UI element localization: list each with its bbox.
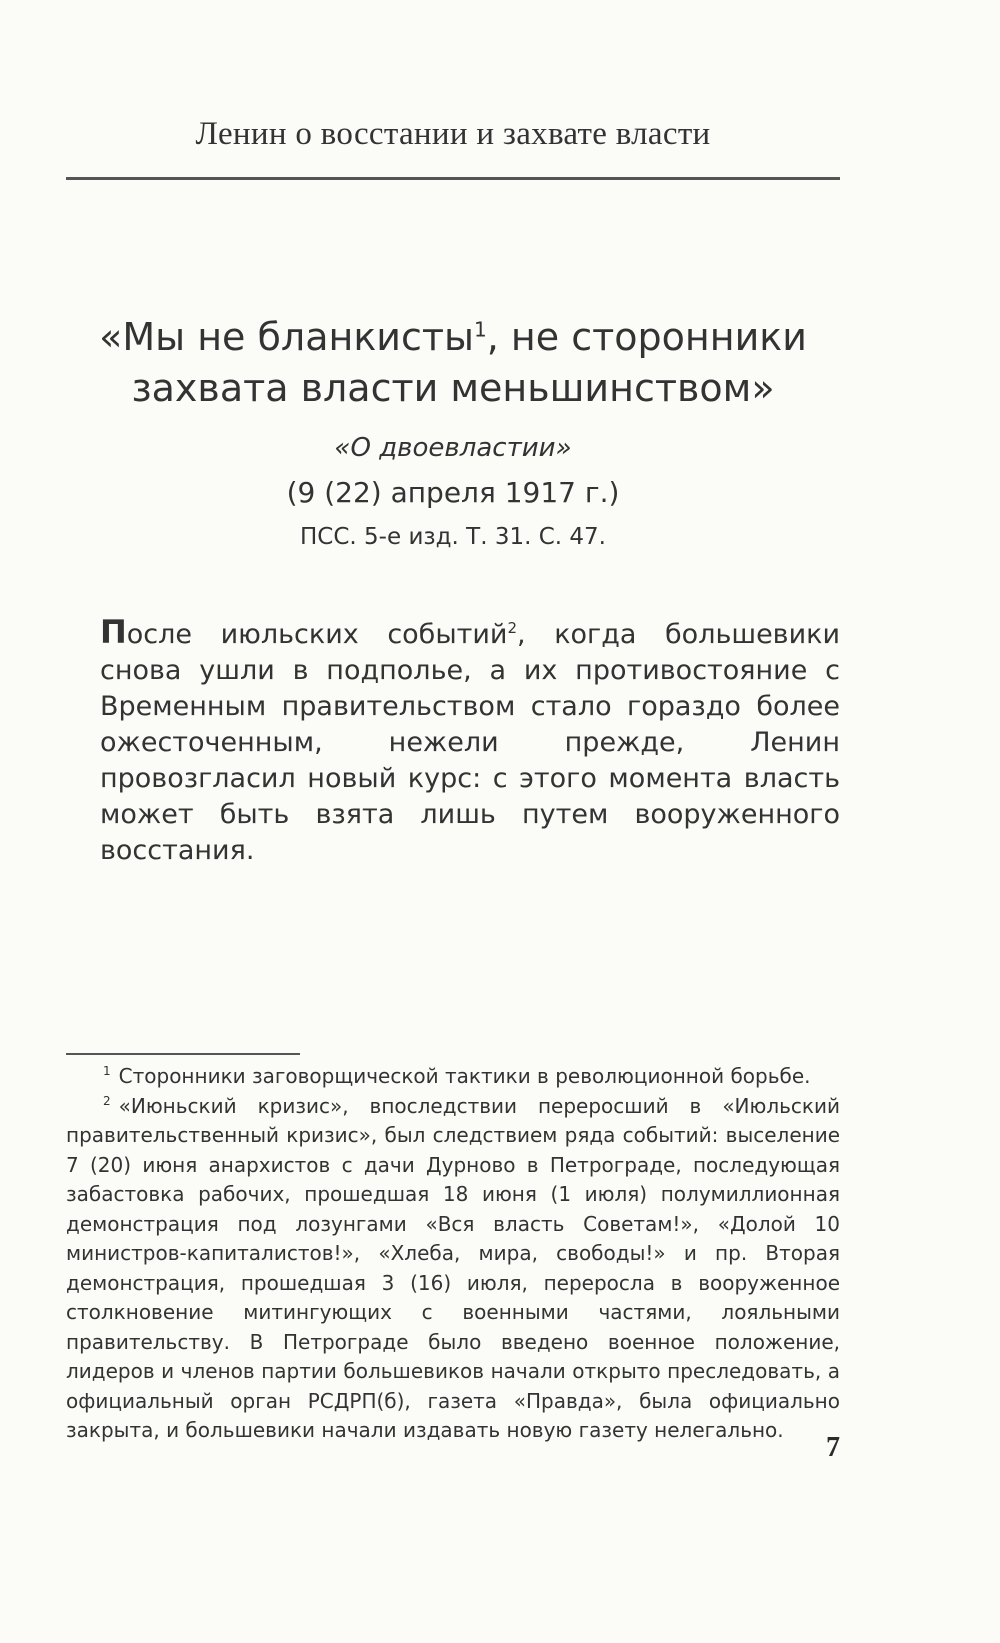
- chapter-title: [66, 312, 840, 414]
- body-text-1: осле июльских событий: [126, 619, 508, 650]
- footnotes: [66, 1062, 840, 1446]
- source-work: «О двоевластии»: [334, 433, 572, 463]
- running-head: Ленин о восстании и захвате власти: [195, 116, 711, 152]
- source-citation: [66, 426, 840, 558]
- body-footnote-mark[interactable]: 2: [507, 619, 518, 637]
- body-text-2: , когда большевики снова ушли в подполье, а их противостояние с Временным правительством стало гораздо более ожесточенным, нежели прежде, Ленин провозгласил новый курс: с этого момента власть может быть взята лишь путем вооруженного восстания.: [100, 619, 840, 866]
- header-divider: [66, 177, 840, 180]
- footnote-text: Сторонники заговорщической тактики в революционной борьбе.: [118, 1064, 811, 1088]
- source-date: (9 (22) апреля 1917 г.): [286, 476, 620, 509]
- footnote-item: [66, 1062, 840, 1092]
- dropcap: П: [100, 613, 127, 651]
- body-paragraph: [100, 614, 840, 869]
- footnote-item: [66, 1092, 840, 1446]
- title-part-1: «Мы не бланкисты: [99, 315, 475, 359]
- title-footnote-mark[interactable]: 1: [474, 317, 487, 342]
- footnote-number: 1: [103, 1064, 111, 1079]
- title-part-2: , не сторонники захвата власти меньшинством»: [131, 315, 807, 410]
- source-reference: ПСС. 5-е изд. Т. 31. С. 47.: [300, 524, 606, 550]
- footnote-text: «Июньский кризис», впоследствии переросший в «Июльский правительственный кризис», был следствием ряда событий: выселение 7 (20) июня анархистов с дачи Дурново в Петрограде, последующая забастовка рабочих, прошедшая 18 июня (1 июля) полумиллионная демонстрация под лозунгами «Вся власть Советам!», «Долой 10 министров-капиталистов!», «Хлеба, мира, свободы!» и пр. Вторая демонстрация, прошедшая 3 (16) июля, переросла в вооруженное столкновение митингующих с военными частями, лояльными правительству. В Петрограде было введено военное положение, лидеров и членов партии большевиков начали открыто преследовать, а официальный орган РСДРП(б), газета «Правда», была официально закрыта, и большевики начали издавать новую газету нелегально.: [66, 1093, 840, 1442]
- footnote-divider: [66, 1053, 300, 1055]
- footnote-number: 2: [103, 1093, 111, 1108]
- page-number: 7: [826, 1432, 840, 1463]
